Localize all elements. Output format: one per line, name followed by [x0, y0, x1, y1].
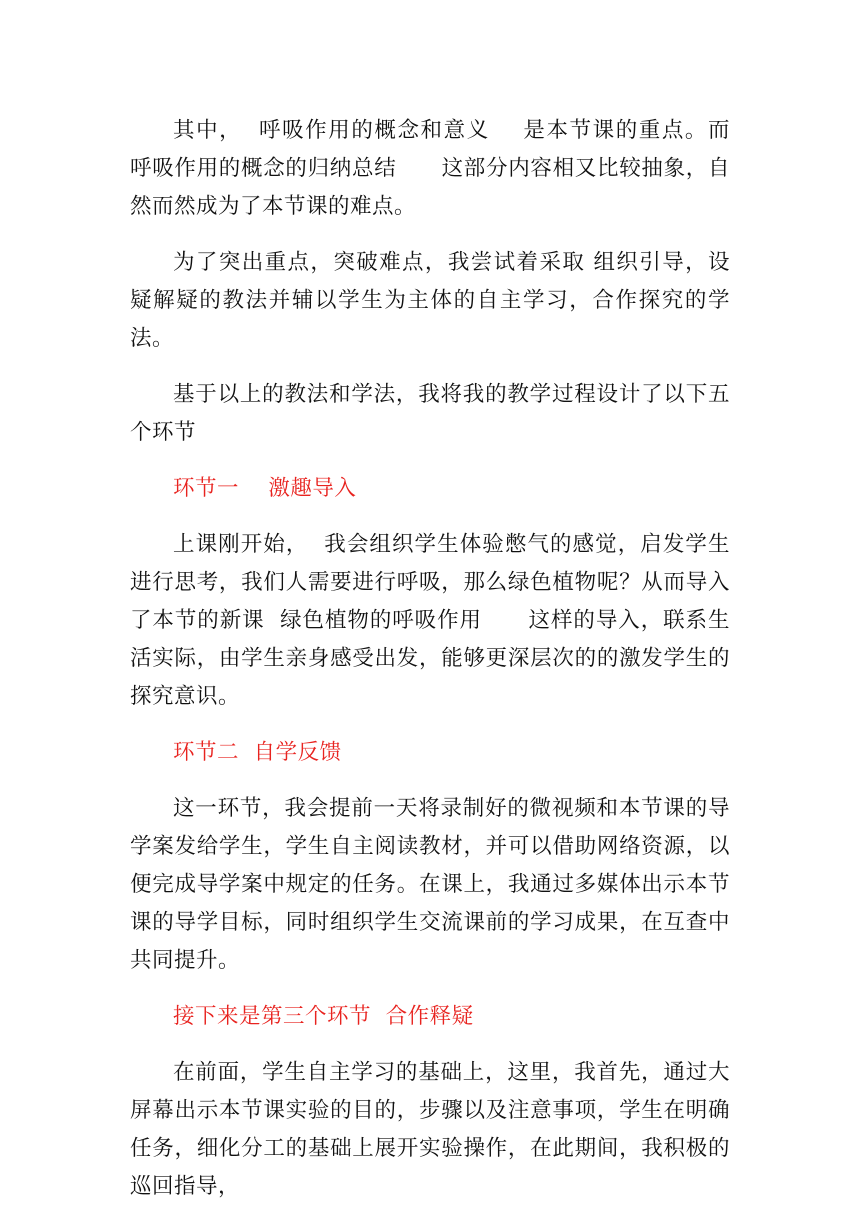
paragraph-key-points: 其中， 呼吸作用的概念和意义 是本节课的重点。而 呼吸作用的概念的归纳总结 这部分内容相又比较抽象，自然而然成为了本节课的难点。 — [130, 118, 745, 219]
heading-stage-three: 接下来是第三个环节 合作释疑 — [173, 1004, 474, 1029]
paragraph-stage-one: 上课刚开始， 我会组织学生体验憋气的感觉，启发学生进行思考，我们人需要进行呼吸，那么绿色植物呢？从而导入了本节的新课 绿色植物的呼吸作用 这样的导入，联系生活实际，由学生亲身感受出发，能够更深层次的的激发学生的探究意识。 — [130, 532, 730, 709]
paragraph-stage-two: 这一环节，我会提前一天将录制好的微视频和本节课的导学案发给学生，学生自主阅读教材，并可以借助网络资源，以便完成导学案中规定的任务。在课上，我通过多媒体出示本节课的导学目标，同时组织学生交流课前的学习成果，在互查中共同提升。 — [130, 796, 730, 973]
paragraph-stage-three: 在前面，学生自主学习的基础上，这里，我首先，通过大屏幕出示本节课实验的目的，步骤以及注意事项，学生在明确任务，细化分工的基础上展开实验操作，在此期间，我积极的巡回指导， — [130, 1060, 730, 1199]
paragraph-teaching-method: 为了突出重点，突破难点，我尝试着采取 组织引导，设疑解疑的教法并辅以学生为主体的自主学习，合作探究的学法。 — [130, 250, 730, 351]
heading-stage-two: 环节二 自学反馈 — [173, 740, 342, 765]
paragraph-process-intro: 基于以上的教法和学法，我将我的教学过程设计了以下五个环节 — [130, 382, 730, 445]
document-page — [130, 112, 745, 1224]
heading-stage-one: 环节一 激趣导入 — [173, 476, 357, 501]
